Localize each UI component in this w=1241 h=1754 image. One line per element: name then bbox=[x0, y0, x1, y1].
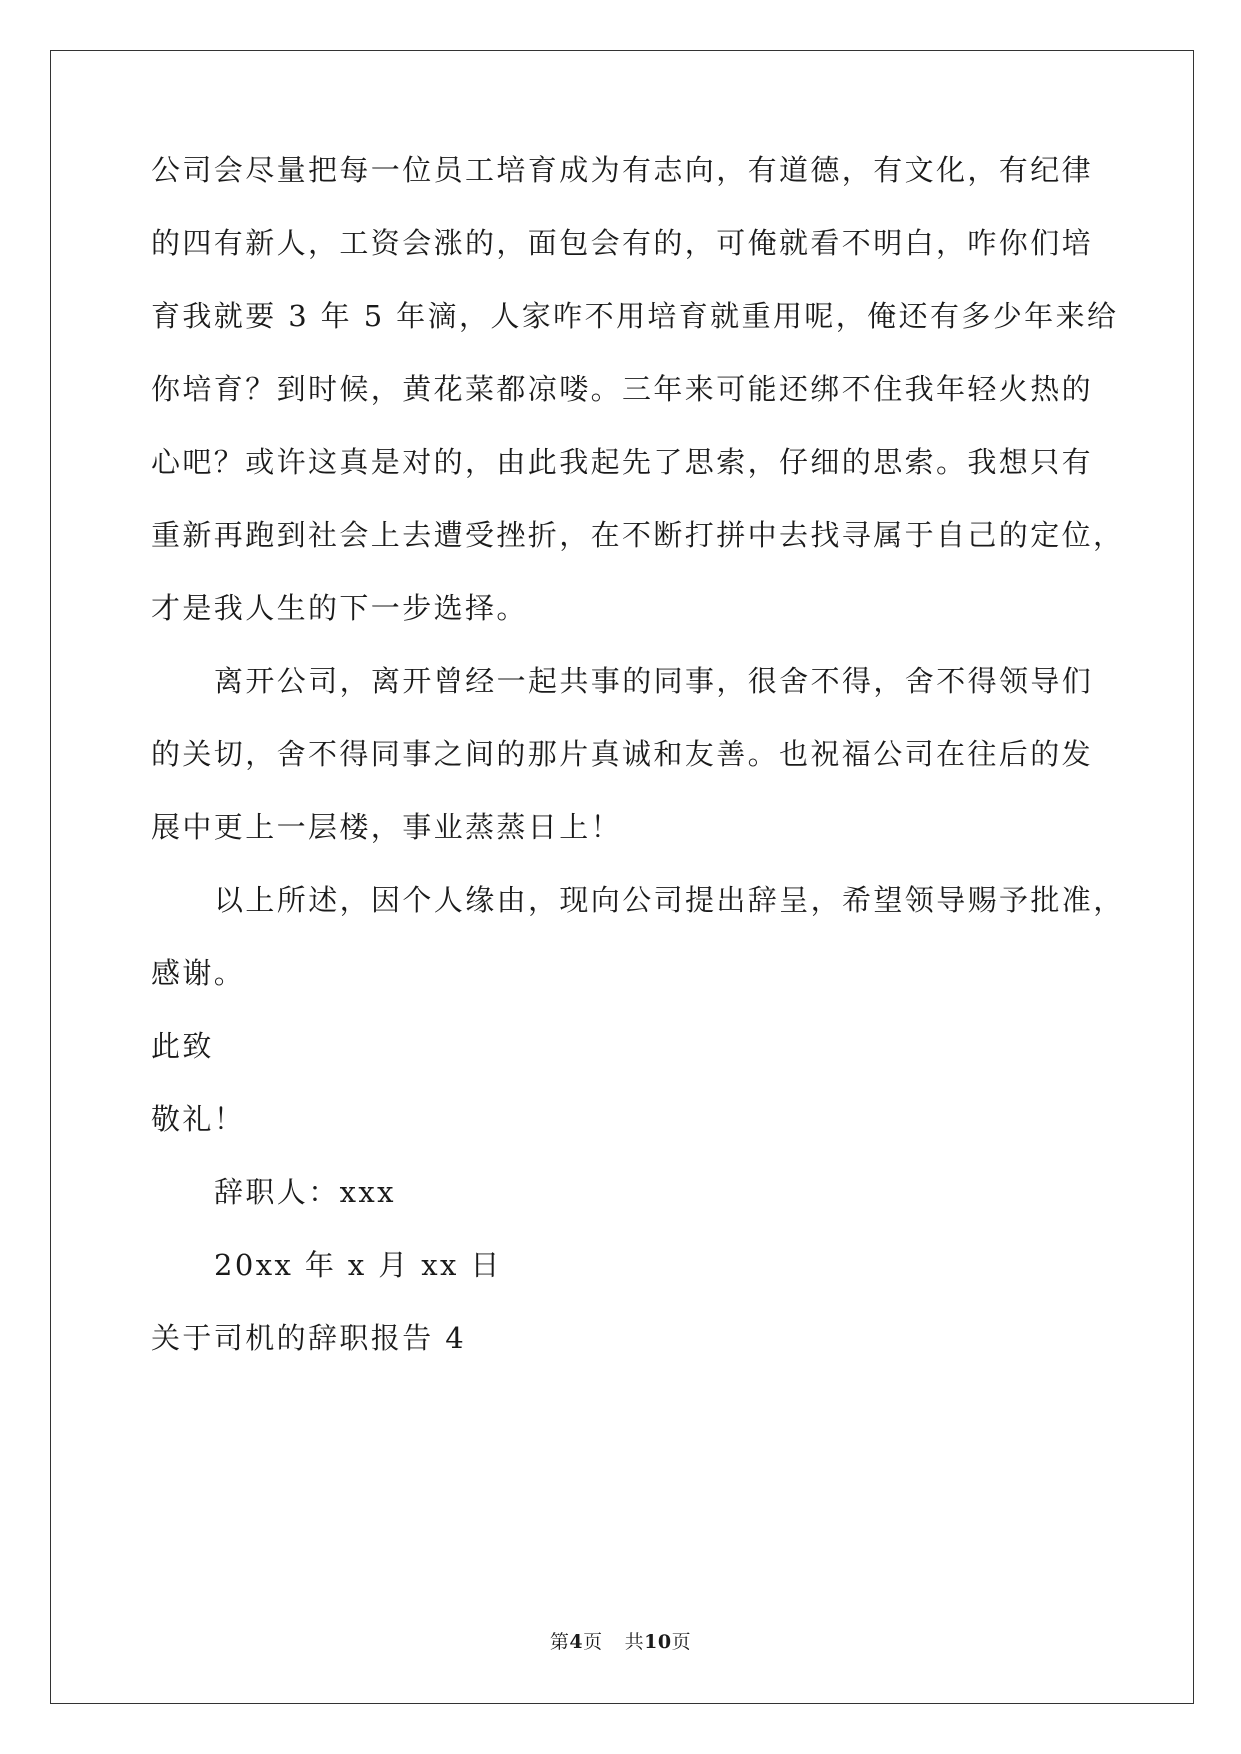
footer-page-suffix: 页 bbox=[583, 1631, 603, 1653]
footer-page-number: 4 bbox=[569, 1631, 584, 1653]
text-line-3: 育我就要 3 年 5 年滴，人家咋不用培育就重用呢，俺还有多少年来给 bbox=[151, 299, 1119, 333]
text-line-9: 的关切，舍不得同事之间的那片真诚和友善。也祝福公司在往后的发 bbox=[151, 737, 1094, 771]
footer-total-suffix: 页 bbox=[671, 1631, 692, 1653]
date-line: 20xx 年 x 月 xx 日 bbox=[214, 1248, 502, 1282]
text-line-7: 才是我人生的下一步选择。 bbox=[151, 591, 528, 625]
text-line-4: 你培育？到时候，黄花菜都凉喽。三年来可能还绑不住我年轻火热的 bbox=[151, 372, 1094, 406]
footer-total-prefix: 共 bbox=[624, 1631, 645, 1653]
footer-prefix: 第 bbox=[549, 1631, 570, 1653]
signatory-line: 辞职人：xxx bbox=[214, 1175, 396, 1209]
footer-total-pages: 10 bbox=[644, 1631, 672, 1653]
regards-line: 敬礼！ bbox=[151, 1102, 246, 1136]
section-heading: 关于司机的辞职报告 4 bbox=[151, 1321, 467, 1355]
text-line-6: 重新再跑到社会上去遭受挫折，在不断打拼中去找寻属于自己的定位， bbox=[151, 518, 1125, 552]
page-footer bbox=[0, 1630, 1241, 1654]
text-line-5: 心吧？或许这真是对的，由此我起先了思索，仔细的思索。我想只有 bbox=[151, 445, 1094, 479]
text-line-12: 感谢。 bbox=[151, 956, 246, 990]
salutation-line: 此致 bbox=[151, 1029, 214, 1063]
text-line-10: 展中更上一层楼，事业蒸蒸日上！ bbox=[151, 810, 623, 844]
text-line-2: 的四有新人，工资会涨的，面包会有的，可俺就看不明白，咋你们培 bbox=[151, 226, 1094, 260]
text-line-11: 以上所述，因个人缘由，现向公司提出辞呈，希望领导赐予批准， bbox=[214, 883, 1125, 917]
text-line-1: 公司会尽量把每一位员工培育成为有志向，有道德，有文化，有纪律 bbox=[151, 153, 1094, 187]
text-line-8: 离开公司，离开曾经一起共事的同事，很舍不得，舍不得领导们 bbox=[214, 664, 1094, 698]
